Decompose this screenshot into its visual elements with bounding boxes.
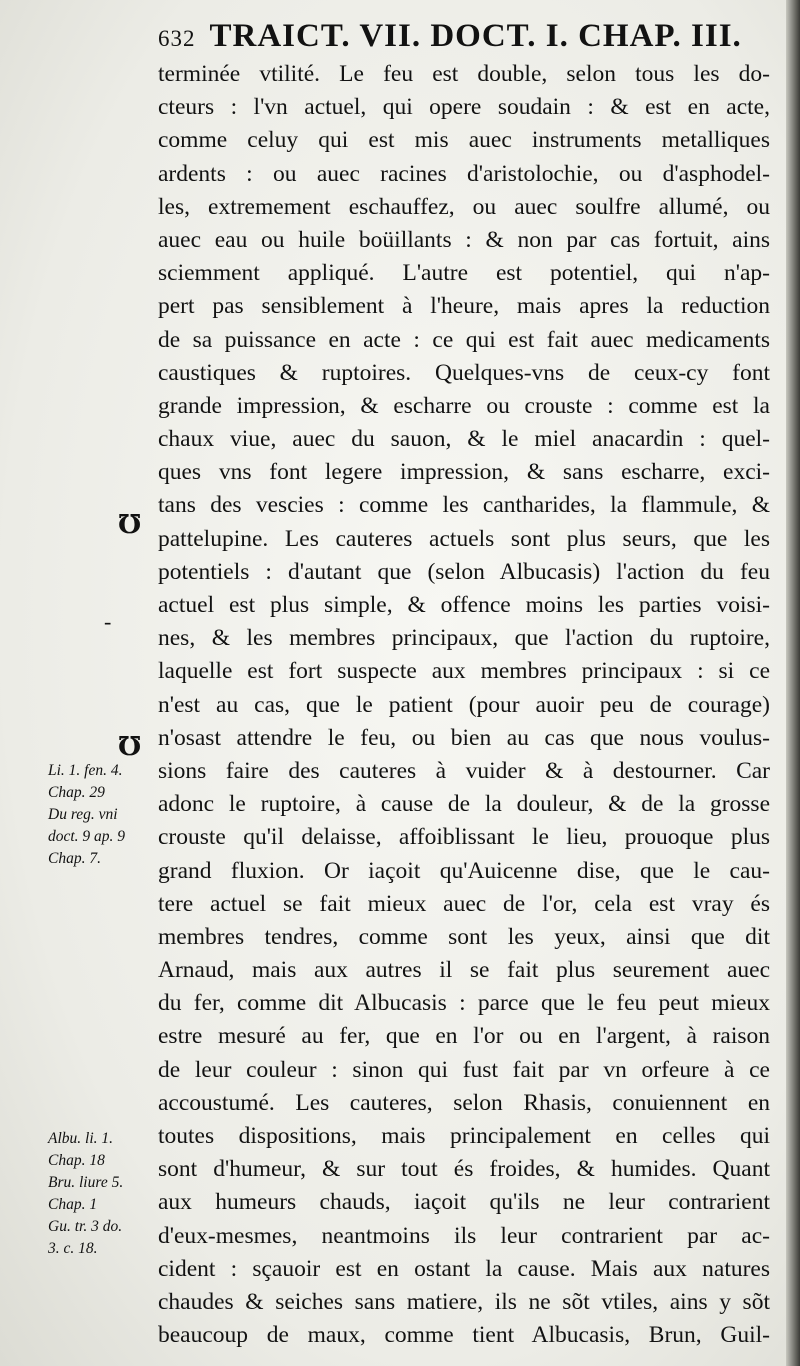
text-line: n'est au cas, que le patient (pour auoir peu de courage) <box>158 691 770 718</box>
text-line: nes, & les membres principaux, que l'action du ruptoire, <box>158 625 770 652</box>
text-line: sciemment appliqué. L'autre est potentiel, qui n'ap- <box>158 260 770 287</box>
text-line: tans des vescies : comme les cantharides, la flammule, & <box>158 492 770 519</box>
text-line: de leur couleur : sinon qui fust fait par vn orfeure à ce <box>158 1056 770 1083</box>
margin-note-line: Chap. 18 <box>48 1152 105 1169</box>
text-line: comme celuy qui est mis auec instruments metalliques <box>158 127 770 154</box>
text-line: d'eux-mesmes, neantmoins ils leur contrarient par ac- <box>158 1222 770 1249</box>
text-line: cteurs : l'vn actuel, qui opere soudain : & est en acte, <box>158 94 770 121</box>
page-gutter-shadow <box>786 0 800 1366</box>
margin-note-line: Chap. 29 <box>48 784 105 801</box>
margin-note-line: Du reg. vni <box>48 806 118 823</box>
margin-notes-citations-2 <box>48 1128 158 1260</box>
text-line: Arnaud, mais aux autres il se fait plus seurement auec <box>158 957 770 984</box>
text-line: beaucoup de maux, comme tient Albucasis, Brun, Guil- <box>158 1322 770 1349</box>
text-line: de sa puissance en acte : ce qui est fait auec medicaments <box>158 326 770 353</box>
text-line: sions faire des cauteres à vuider & à destourner. Car <box>158 757 770 784</box>
margin-note-line: Li. 1. fen. 4. <box>48 762 123 779</box>
text-line: laquelle est fort suspecte aux membres principaux : si ce <box>158 658 770 685</box>
margin-note-line: Bru. liure 5. <box>48 1174 124 1191</box>
text-line: chaudes & seiches sans matiere, ils ne sõt vtiles, ains y sõt <box>158 1288 770 1315</box>
text-line: caustiques & ruptoires. Quelques-vns de ceux-cy font <box>158 359 770 386</box>
text-line: auec eau ou huile boüillants : & non par cas fortuit, ains <box>158 226 770 253</box>
margin-note-line: Chap. 7. <box>48 850 101 867</box>
marginal-symbol-1: ℧ <box>118 510 142 540</box>
text-line: les, extremement eschauffez, ou auec soulfre allumé, ou <box>158 193 770 220</box>
text-line: adonc le ruptoire, à cause de la douleur, & de la grosse <box>158 791 770 818</box>
text-line: terminée vtilité. Le feu est double, selon tous les do- <box>158 61 770 87</box>
margin-note-line: 3. c. 18. <box>48 1240 98 1257</box>
text-line: chaux viue, auec du sauon, & le miel anacardin : quel- <box>158 426 770 453</box>
text-line: toutes dispositions, mais principalement en celles qui <box>158 1123 770 1149</box>
text-line: actuel est plus simple, & offence moins les parties voisi- <box>158 592 770 618</box>
page-number: 632 <box>158 26 196 51</box>
text-line: crouste qu'il delaisse, affoiblissant le lieu, prouoque plus <box>158 824 770 851</box>
text-line: grand fluxion. Or iaçoit qu'Auicenne dise, que le cau- <box>158 857 770 884</box>
text-line: grande impression, & escharre ou crouste : comme est la <box>158 392 770 419</box>
running-header <box>158 14 778 58</box>
margin-note-line: Albu. li. 1. <box>48 1130 114 1147</box>
margin-notes-citations-1 <box>48 760 158 870</box>
running-title: TRAICT. VII. DOCT. I. CHAP. III. <box>209 18 742 54</box>
text-line: du fer, comme dit Albucasis : parce que le feu peut mieux <box>158 990 770 1017</box>
margin-dash: - <box>104 609 112 634</box>
text-line: pattelupine. Les cauteres actuels sont plus seurs, que les <box>158 525 770 552</box>
text-line: accoustumé. Les cauteres, selon Rhasis, conuiennent en <box>158 1089 770 1116</box>
text-line: potentiels : d'autant que (selon Albucasis) l'action du feu <box>158 558 770 585</box>
margin-note-line: doct. 9 ap. 9 <box>48 828 126 845</box>
body-text-column <box>158 58 770 1352</box>
margin-note-line: Gu. tr. 3 do. <box>48 1218 123 1235</box>
text-line: ardents : ou auec racines d'aristolochie, ou d'asphodel- <box>158 160 770 187</box>
text-line: aux humeurs chauds, iaçoit qu'ils ne leur contrarient <box>158 1189 770 1216</box>
marginal-symbol-2: ℧ <box>118 732 142 762</box>
text-line: pert pas sensiblement à l'heure, mais apres la reduction <box>158 293 770 320</box>
text-line: membres tendres, comme sont les yeux, ainsi que dit <box>158 923 770 950</box>
text-line: n'osast attendre le feu, ou bien au cas que nous voulus- <box>158 724 770 751</box>
text-line: tere actuel se fait mieux auec de l'or, cela est vray és <box>158 890 770 917</box>
margin-note-line: Chap. 1 <box>48 1196 98 1213</box>
text-line: ques vns font legere impression, & sans escharre, exci- <box>158 459 770 486</box>
text-line: sont d'humeur, & sur tout és froides, & humides. Quant <box>158 1156 770 1183</box>
text-line: cident : sçauoir est en ostant la cause. Mais aux natures <box>158 1255 770 1282</box>
text-line: estre mesuré au fer, que en l'or ou en l'argent, à raison <box>158 1023 770 1050</box>
